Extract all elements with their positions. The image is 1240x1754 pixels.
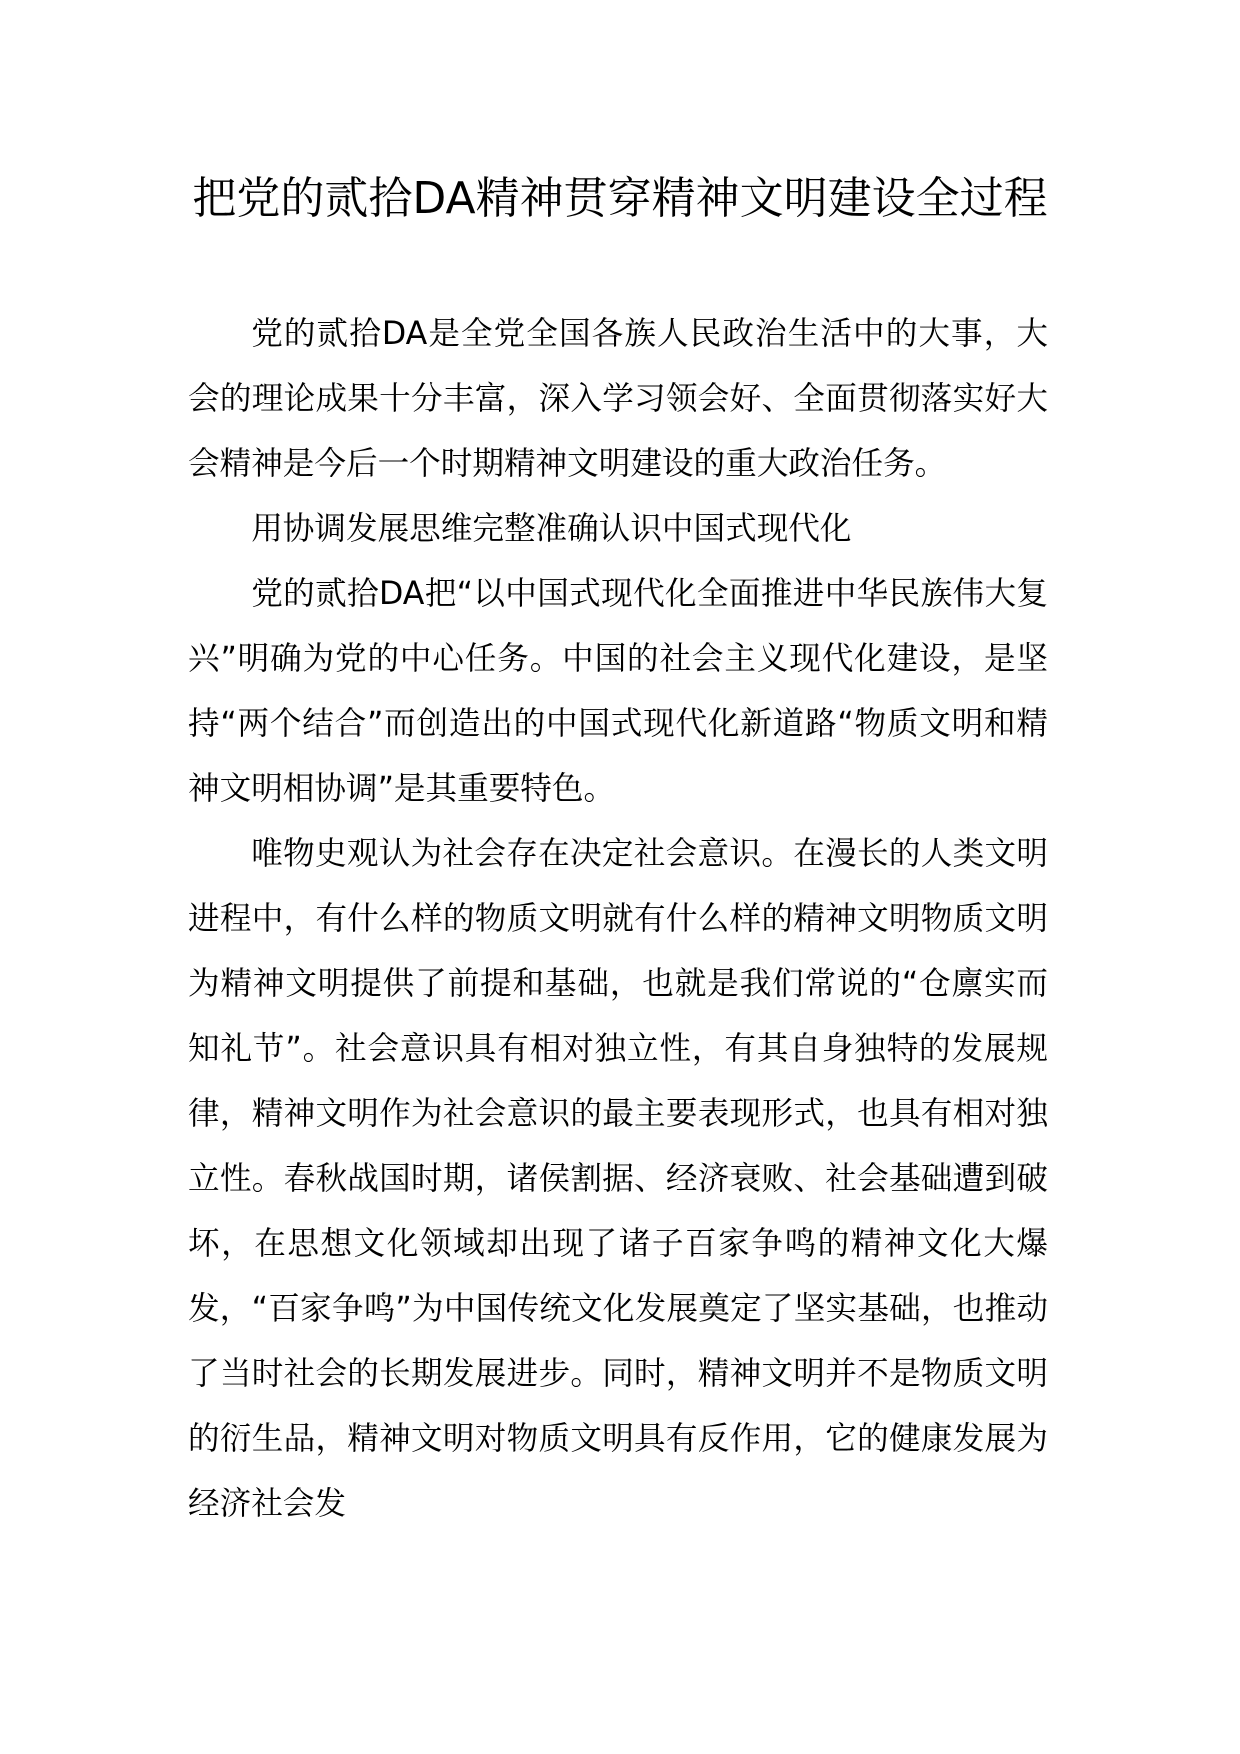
document-body xyxy=(188,302,1048,1537)
document-title: 把党的贰拾DA精神贯穿精神文明建设全过程 xyxy=(192,173,1048,224)
paragraph-central-task: 党的贰拾DA把“以中国式现代化全面推进中华民族伟大复兴”明确为党的中心任务。中国的社会主义现代化建设，是坚持“两个结合”而创造出的中国式现代化新道路“物质文明和精神文明相协调”是其重要特色。 xyxy=(188,576,1048,807)
paragraph-intro: 党的贰拾DA是全党全国各族人民政治生活中的大事，大会的理论成果十分丰富，深入学习领会好、全面贯彻落实好大会精神是今后一个时期精神文明建设的重大政治任务。 xyxy=(188,316,1048,482)
paragraph-historical-materialism: 唯物史观认为社会存在决定社会意识。在漫长的人类文明进程中，有什么样的物质文明就有什么样的精神文明物质文明为精神文明提供了前提和基础，也就是我们常说的“仓廪实而知礼节”。社会意识具有相对独立性，有其自身独特的发展规律，精神文明作为社会意识的最主要表现形式，也具有相对独立性。春秋战国时期，诸侯割据、经济衰败、社会基础遭到破坏，在思想文化领域却出现了诸子百家争鸣的精神文化大爆发，“百家争鸣”为中国传统文化发展奠定了坚实基础，也推动了当时社会的长期发展进步。同时，精神文明并不是物质文明的衍生品，精神文明对物质文明具有反作用，它的健康发展为经济社会发 xyxy=(188,836,1048,1522)
section-heading: 用协调发展思维完整准确认识中国式现代化 xyxy=(251,511,852,547)
